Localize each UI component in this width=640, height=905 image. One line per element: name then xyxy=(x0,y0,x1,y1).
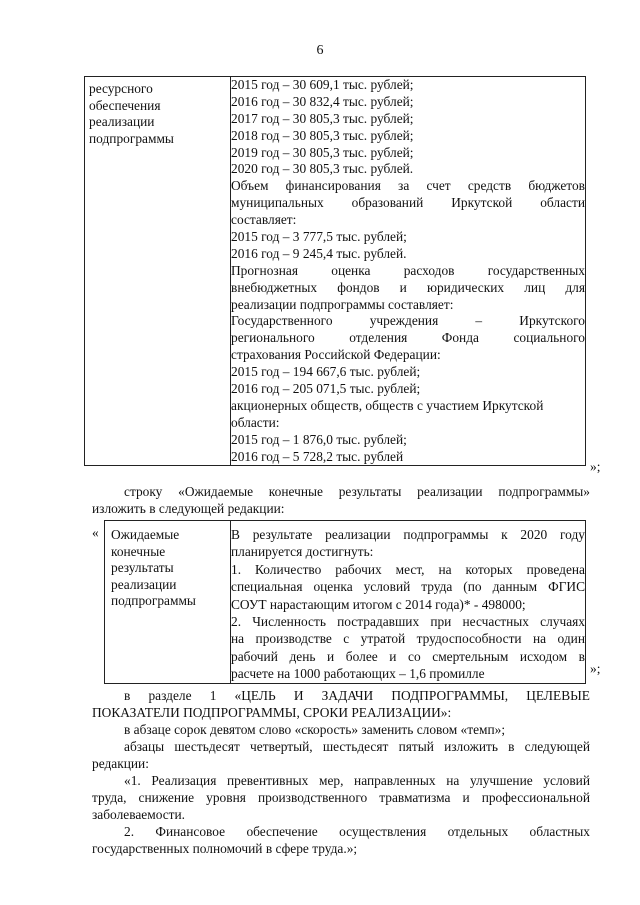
text-line: «1. Реализация превентивных мер, направленных на улучшение условий xyxy=(124,773,590,788)
row-label-line: обеспечения xyxy=(89,97,161,113)
value-line: 2018 год – 30 805,3 тыс. рублей; xyxy=(231,127,414,143)
text-line: абзацы шестьдесят четвертый, шестьдесят пятый изложить в следующей xyxy=(124,739,590,754)
row-label-line: реализации xyxy=(89,114,155,129)
value-line: 2015 год – 1 876,0 тыс. рублей; xyxy=(231,431,407,447)
value-line: В результате реализации подпрограммы к 2020 году xyxy=(231,527,585,542)
value-line: планируется достигнуть: xyxy=(231,544,374,560)
value-line: на производстве с утратой трудоспособности на один xyxy=(231,631,585,647)
closing-quote: »; xyxy=(590,459,601,474)
row-label-line: ресурсного xyxy=(89,81,153,96)
financing-table xyxy=(84,76,586,466)
page-number: 6 xyxy=(316,43,324,58)
value-line: регионального отделения Фонда социального xyxy=(231,330,585,346)
text-line: 2. Финансовое обеспечение осуществления отдельных областных xyxy=(124,824,590,839)
value-line: муниципальных образований Иркутской области xyxy=(231,195,585,211)
value-line: 2020 год – 30 805,3 тыс. рублей. xyxy=(231,161,414,177)
row-value-cell xyxy=(231,77,586,466)
value-line: реализации подпрограммы составляет: xyxy=(231,296,454,312)
value-line: рабочий день и более и со смертельным исходом в xyxy=(231,648,585,664)
value-line: 2016 год – 5 728,2 тыс. рублей xyxy=(231,448,404,464)
value-line: 2. Численность пострадавших при несчастных случаях xyxy=(231,613,585,629)
row-label-line: Ожидаемые xyxy=(111,527,180,542)
value-line: 2015 год – 30 609,1 тыс. рублей; xyxy=(231,77,414,92)
results-table xyxy=(104,520,586,684)
table-row xyxy=(105,521,586,684)
value-line: 2016 год – 205 071,5 тыс. рублей; xyxy=(231,381,421,397)
closing-quote: »; xyxy=(590,661,601,676)
value-line: 2015 год – 194 667,6 тыс. рублей; xyxy=(231,364,421,380)
value-line: 2016 год – 9 245,4 тыс. рублей. xyxy=(231,245,407,261)
value-line: внебюджетных фондов и юридических лиц для xyxy=(231,279,585,295)
value-line: 2015 год – 3 777,5 тыс. рублей; xyxy=(231,229,407,245)
table-row xyxy=(85,77,586,466)
value-line: СОУТ нарастающим итогом с 2014 года)* - 498000; xyxy=(231,596,526,612)
text-line: редакции: xyxy=(92,756,149,771)
row-label-line: результаты xyxy=(111,560,174,575)
row-label-cell xyxy=(105,521,231,684)
row-value-cell xyxy=(231,521,586,684)
text-line: в разделе 1 «ЦЕЛЬ И ЗАДАЧИ ПОДПРОГРАММЫ, ЦЕЛЕВЫЕ xyxy=(124,688,590,703)
value-line: Прогнозная оценка расходов государственных xyxy=(231,262,585,278)
value-line: 2019 год – 30 805,3 тыс. рублей; xyxy=(231,144,414,160)
body-text xyxy=(92,687,590,857)
row-label-line: конечные xyxy=(111,543,166,559)
value-line: Государственного учреждения – Иркутского xyxy=(231,313,585,329)
row-label-line: подпрограммы xyxy=(89,130,174,146)
value-line: 1. Количество рабочих мест, на которых проведена xyxy=(231,561,585,577)
text-line: труда, снижение уровня производственного травматизма и профессиональной xyxy=(92,790,590,805)
text-line: строку «Ожидаемые конечные результаты реализации подпрограммы» xyxy=(124,484,590,499)
instruction-paragraph xyxy=(92,483,590,517)
value-line: Объем финансирования за счет средств бюджетов xyxy=(231,178,585,194)
row-label-cell xyxy=(85,77,231,466)
value-line: акционерных обществ, обществ с участием Иркутской xyxy=(231,397,544,413)
value-line: 2017 год – 30 805,3 тыс. рублей; xyxy=(231,110,414,126)
text-line: в абзаце сорок девятом слово «скорость» заменить словом «темп»; xyxy=(124,722,506,737)
value-line: страхования Российской Федерации: xyxy=(231,347,441,363)
opening-quote: « xyxy=(92,525,99,540)
value-line: специальная оценка условий труда (по данным ФГИС xyxy=(231,579,585,595)
text-line: изложить в следующей редакции: xyxy=(92,501,285,516)
value-line: области: xyxy=(231,414,280,430)
value-line: расчете на 1000 работающих – 1,6 промилле xyxy=(231,666,485,682)
text-line: ПОКАЗАТЕЛИ ПОДПРОГРАММЫ, СРОКИ РЕАЛИЗАЦИИ»: xyxy=(92,705,452,720)
text-line: заболеваемости. xyxy=(92,807,186,822)
text-line: государственных полномочий в сфере труда.»; xyxy=(92,841,358,856)
value-line: 2016 год – 30 832,4 тыс. рублей; xyxy=(231,93,414,109)
value-line: составляет: xyxy=(231,212,297,228)
row-label-line: реализации xyxy=(111,576,177,592)
row-label-line: подпрограммы xyxy=(111,593,196,608)
